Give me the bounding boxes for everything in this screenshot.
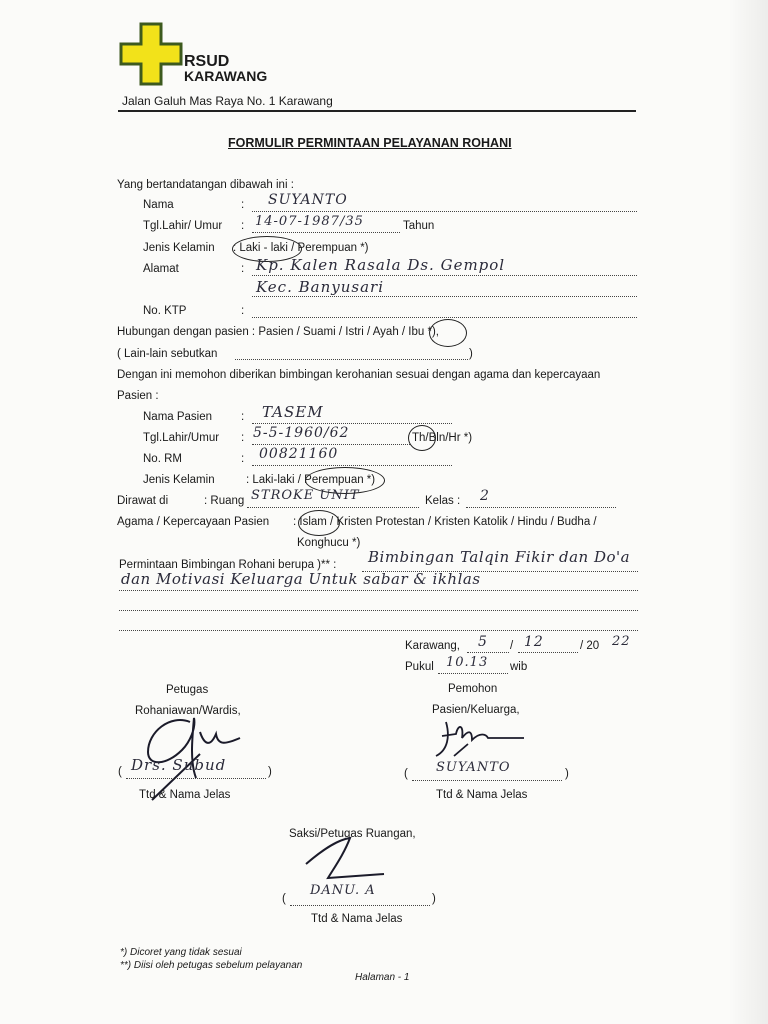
patient-nama-line	[252, 423, 452, 424]
petugas-title: Petugas	[166, 684, 209, 696]
patient-ttl-label: Tgl.Lahir/Umur	[143, 432, 220, 444]
saksi-name-open: (	[282, 893, 286, 905]
patient-jk-label: Jenis Kelamin	[143, 474, 215, 486]
patient-rm-label: No. RM	[143, 453, 182, 465]
ward-kelas-value: 2	[480, 488, 490, 504]
signer-alamat-label: Alamat	[143, 263, 179, 275]
relation-ibu-circle	[429, 319, 467, 347]
guidance-line-4	[119, 630, 638, 631]
colon: :	[241, 220, 245, 232]
ward-ruang-value: STROKE UNIT	[251, 488, 360, 503]
guidance-label: Permintaan Bimbingan Rohani berupa )** :	[119, 559, 337, 571]
petugas-name: Drs. Subud	[131, 756, 227, 774]
page-number: Halaman - 1	[355, 972, 410, 983]
signer-intro: Yang bertandatangan dibawah ini :	[117, 179, 294, 191]
saksi-title: Saksi/Petugas Ruangan,	[289, 828, 416, 840]
religion-options-1: : Islam / Kristen Protestan / Kristen Katolik / Hindu / Budha /	[293, 516, 597, 528]
saksi-name-close: )	[432, 893, 436, 905]
patient-nama-label: Nama Pasien	[143, 411, 213, 423]
rsud-cross-logo-icon	[119, 22, 183, 86]
pukul-line	[438, 673, 508, 674]
signer-jk-label: Jenis Kelamin	[143, 242, 215, 254]
footnote-1: *) Dicoret yang tidak sesuai	[120, 947, 242, 958]
signer-alamat-line1	[252, 275, 637, 276]
saksi-name: DANU. A	[310, 883, 376, 898]
date-slash: /	[510, 640, 514, 652]
wib-label: wib	[510, 661, 528, 673]
saksi-ttd-label: Ttd & Nama Jelas	[311, 913, 403, 925]
guidance-value-2: dan Motivasi Keluarga Untuk sabar & ikhlas	[121, 570, 481, 588]
relation-line: Hubungan dengan pasien : Pasien / Suami / Istri / Ayah / Ibu *),	[117, 326, 439, 338]
date-year: 22	[612, 634, 631, 649]
patient-nama-value: TASEM	[262, 403, 324, 421]
pemohon-ttd-label: Ttd & Nama Jelas	[436, 789, 528, 801]
ward-kelas-label: Kelas :	[425, 495, 461, 507]
date-day-line	[467, 652, 509, 653]
religion-options-2: Konghucu *)	[297, 537, 361, 549]
pemohon-name-line	[412, 780, 562, 781]
signer-nama-label: Nama	[143, 199, 174, 211]
pukul-label: Pukul	[405, 661, 434, 673]
pemohon-title: Pemohon	[448, 683, 498, 695]
hospital-address: Jalan Galuh Mas Raya No. 1 Karawang	[122, 94, 333, 108]
footnote-2: **) Diisi oleh petugas sebelum pelayanan	[120, 960, 303, 971]
patient-rm-value: 00821160	[259, 446, 339, 462]
pemohon-name-open: (	[404, 768, 408, 780]
petugas-name-open: (	[118, 766, 122, 778]
ward-label: Dirawat di	[117, 495, 169, 507]
colon: :	[241, 199, 245, 211]
colon: :	[241, 411, 245, 423]
patient-ttl-value: 5-5-1960/62	[253, 425, 350, 441]
signer-ttl-label: Tgl.Lahir/ Umur	[143, 220, 223, 232]
signer-alamat-value-2: Kec. Banyusari	[256, 278, 384, 296]
patient-rm-line	[252, 465, 452, 466]
patient-ttl-suffix: Th/Bln/Hr *)	[412, 432, 473, 444]
signer-ttl-line	[252, 232, 400, 233]
colon: :	[241, 263, 245, 275]
signer-tahun-suffix: Tahun	[403, 220, 435, 232]
signer-nama-value: SUYANTO	[268, 192, 348, 208]
ward-kelas-line	[466, 507, 616, 508]
guidance-line-2	[119, 590, 638, 591]
date-month-line	[518, 652, 578, 653]
scan-edge-shadow	[728, 0, 768, 1024]
signer-jk-value: : Laki - laki / Perempuan *)	[233, 242, 369, 254]
logo-text	[184, 55, 267, 83]
pemohon-name: SUYANTO	[436, 760, 511, 775]
request-text: Dengan ini memohon diberikan bimbingan kerohanian sesuai dengan agama dan kepercayaan	[117, 369, 601, 381]
pemohon-name-close: )	[565, 768, 569, 780]
logo-line-karawang: KARAWANG	[184, 68, 268, 84]
pemohon-subtitle: Pasien/Keluarga,	[432, 704, 520, 716]
signer-alamat-line2	[252, 296, 637, 297]
form-title: FORMULIR PERMINTAAN PELAYANAN ROHANI	[228, 136, 512, 150]
patient-jk-value: : Laki-laki / Perempuan *)	[246, 474, 376, 486]
date-year-prefix: / 20	[580, 640, 600, 652]
guidance-value-1: Bimbingan Talqin Fikir dan Do'a	[368, 548, 631, 566]
saksi-signature-scribble	[300, 834, 390, 884]
colon: :	[241, 305, 245, 317]
colon: :	[241, 453, 245, 465]
header-rule	[118, 110, 636, 112]
signer-nama-line	[252, 211, 637, 212]
date-month: 12	[524, 634, 544, 650]
relation-other-line	[235, 359, 468, 360]
signer-alamat-value-1: Kp. Kalen Rasala Ds. Gempol	[256, 256, 506, 274]
date-place: Karawang,	[405, 640, 460, 652]
signer-ttl-value: 14-07-1987/35	[255, 214, 364, 229]
colon: :	[241, 432, 245, 444]
signer-ktp-label: No. KTP	[143, 305, 187, 317]
pemohon-signature-scribble	[428, 716, 538, 764]
religion-label: Agama / Kepercayaan Pasien	[117, 516, 270, 528]
ward-ruang-label: : Ruang	[204, 495, 245, 507]
patient-th-circle	[408, 425, 436, 451]
date-day: 5	[478, 634, 488, 650]
petugas-subtitle: Rohaniawan/Wardis,	[135, 705, 241, 717]
petugas-name-line	[126, 778, 266, 779]
patient-heading: Pasien :	[117, 390, 159, 402]
logo-line-rsud: RSUD	[184, 53, 230, 70]
patient-ttl-line	[252, 444, 410, 445]
ward-ruang-line	[247, 507, 419, 508]
relation-other-close: )	[469, 348, 473, 360]
saksi-name-line	[290, 905, 430, 906]
signer-ktp-line	[252, 317, 637, 318]
pukul-value: 10.13	[446, 655, 489, 670]
religion-islam-circle	[298, 510, 340, 536]
guidance-line-3	[119, 610, 638, 611]
petugas-ttd-label: Ttd & Nama Jelas	[139, 789, 231, 801]
relation-other-label: ( Lain-lain sebutkan	[117, 348, 218, 360]
petugas-name-close: )	[268, 766, 272, 778]
